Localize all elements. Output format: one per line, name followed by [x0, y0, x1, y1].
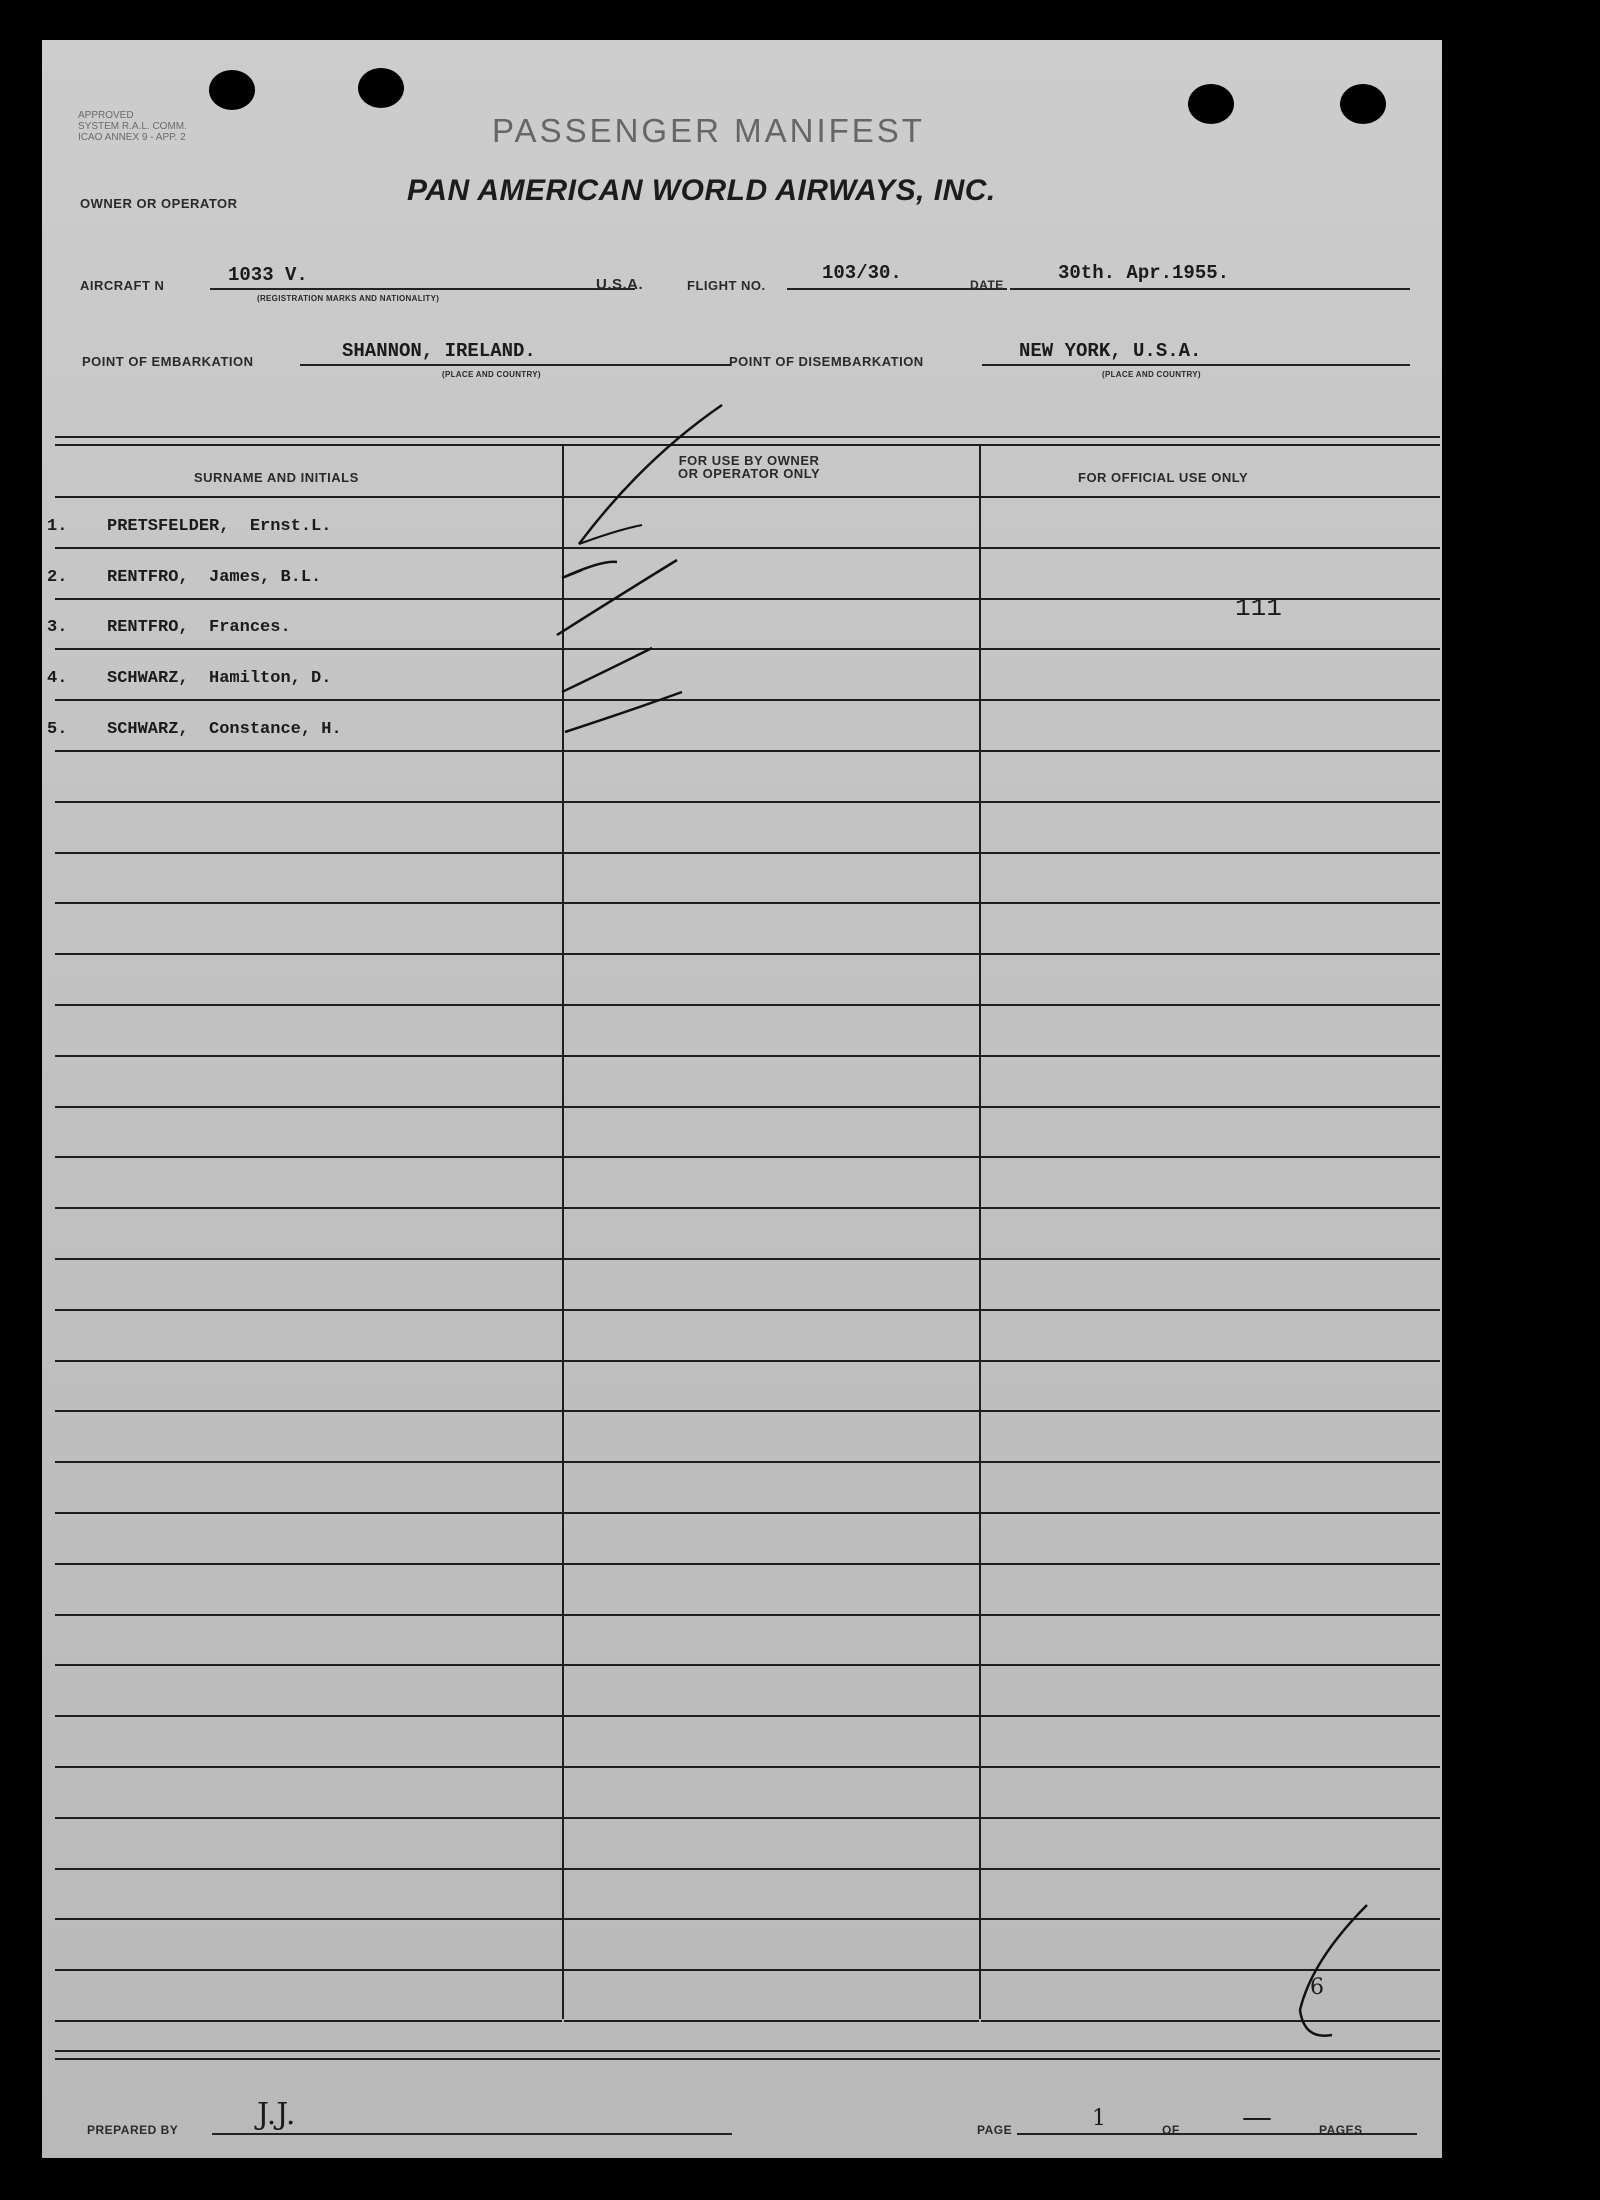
passenger-number: 3. — [47, 618, 68, 637]
aircraft-value: 1033 V. — [228, 264, 308, 286]
disembarkation-value: NEW YORK, U.S.A. — [1019, 340, 1202, 362]
flight-value: 103/30. — [822, 262, 902, 284]
passenger-surname: RENTFRO, — [107, 618, 189, 637]
column-header-owner-line: OR OPERATOR ONLY — [678, 466, 821, 481]
manifest-page — [42, 40, 1442, 2158]
embarkation-label: POINT OF EMBARKATION — [82, 354, 254, 369]
check-marks — [42, 40, 1442, 2158]
check-mark — [562, 562, 617, 578]
passenger-given-name: James, B.L. — [209, 568, 322, 587]
embarkation-caption: (PLACE AND COUNTRY) — [442, 370, 541, 379]
margin-number: 6 — [1310, 1975, 1324, 2000]
page-label: PAGE — [977, 2123, 1013, 2137]
flight-label: FLIGHT NO. — [687, 278, 766, 293]
aircraft-label: AIRCRAFT N — [80, 278, 165, 293]
stamp-line: ICAO ANNEX 9 - APP. 2 — [78, 132, 186, 143]
passenger-given-name: Ernst.L. — [249, 517, 332, 536]
margin-mark — [1300, 1905, 1367, 2036]
check-mark — [579, 405, 722, 544]
of-value: — — [1242, 2100, 1272, 2135]
passenger-number: 2. — [47, 568, 68, 587]
date-value: 30th. Apr.1955. — [1058, 262, 1230, 284]
prepared-by-value: J.J. — [257, 2097, 296, 2132]
stamp-line: APPROVED — [78, 110, 134, 121]
pages-label: PAGES — [1319, 2123, 1363, 2137]
usa-label: U.S.A. — [596, 276, 644, 293]
passenger-surname: SCHWARZ, — [107, 669, 189, 688]
column-header-official: FOR OFFICIAL USE ONLY — [1078, 470, 1249, 485]
official-note: 111 — [1235, 593, 1282, 623]
owner-label: OWNER OR OPERATOR — [80, 196, 238, 211]
check-mark — [565, 692, 682, 732]
airline-name: PAN AMERICAN WORLD AIRWAYS, INC. — [407, 174, 996, 207]
passenger-given-name: Hamilton, D. — [209, 669, 332, 688]
column-header-owner-line: FOR USE BY OWNER — [678, 453, 820, 468]
passenger-number: 1. — [47, 517, 68, 536]
passenger-given-name: Constance, H. — [209, 720, 342, 739]
check-mark — [562, 648, 652, 692]
passenger-surname: RENTFRO, — [107, 568, 189, 587]
date-label: DATE — [970, 278, 1004, 292]
registration-caption: (REGISTRATION MARKS AND NATIONALITY) — [257, 294, 440, 303]
disembarkation-caption: (PLACE AND COUNTRY) — [1102, 370, 1201, 379]
page-value: 1 — [1092, 2106, 1106, 2131]
passenger-number: 4. — [47, 669, 68, 688]
embarkation-value: SHANNON, IRELAND. — [342, 340, 536, 362]
stamp-line: SYSTEM R.A.L. COMM. — [78, 121, 187, 132]
form-title: PASSENGER MANIFEST — [492, 112, 925, 149]
check-mark — [579, 525, 642, 544]
passenger-surname: PRETSFELDER, — [107, 517, 230, 536]
column-header-surname: SURNAME AND INITIALS — [194, 470, 359, 485]
disembarkation-label: POINT OF DISEMBARKATION — [729, 354, 924, 369]
prepared-by-label: PREPARED BY — [87, 2123, 179, 2137]
passenger-surname: SCHWARZ, — [107, 720, 189, 739]
passenger-number: 5. — [47, 720, 68, 739]
passenger-given-name: Frances. — [209, 618, 291, 637]
of-label: OF — [1162, 2123, 1180, 2137]
